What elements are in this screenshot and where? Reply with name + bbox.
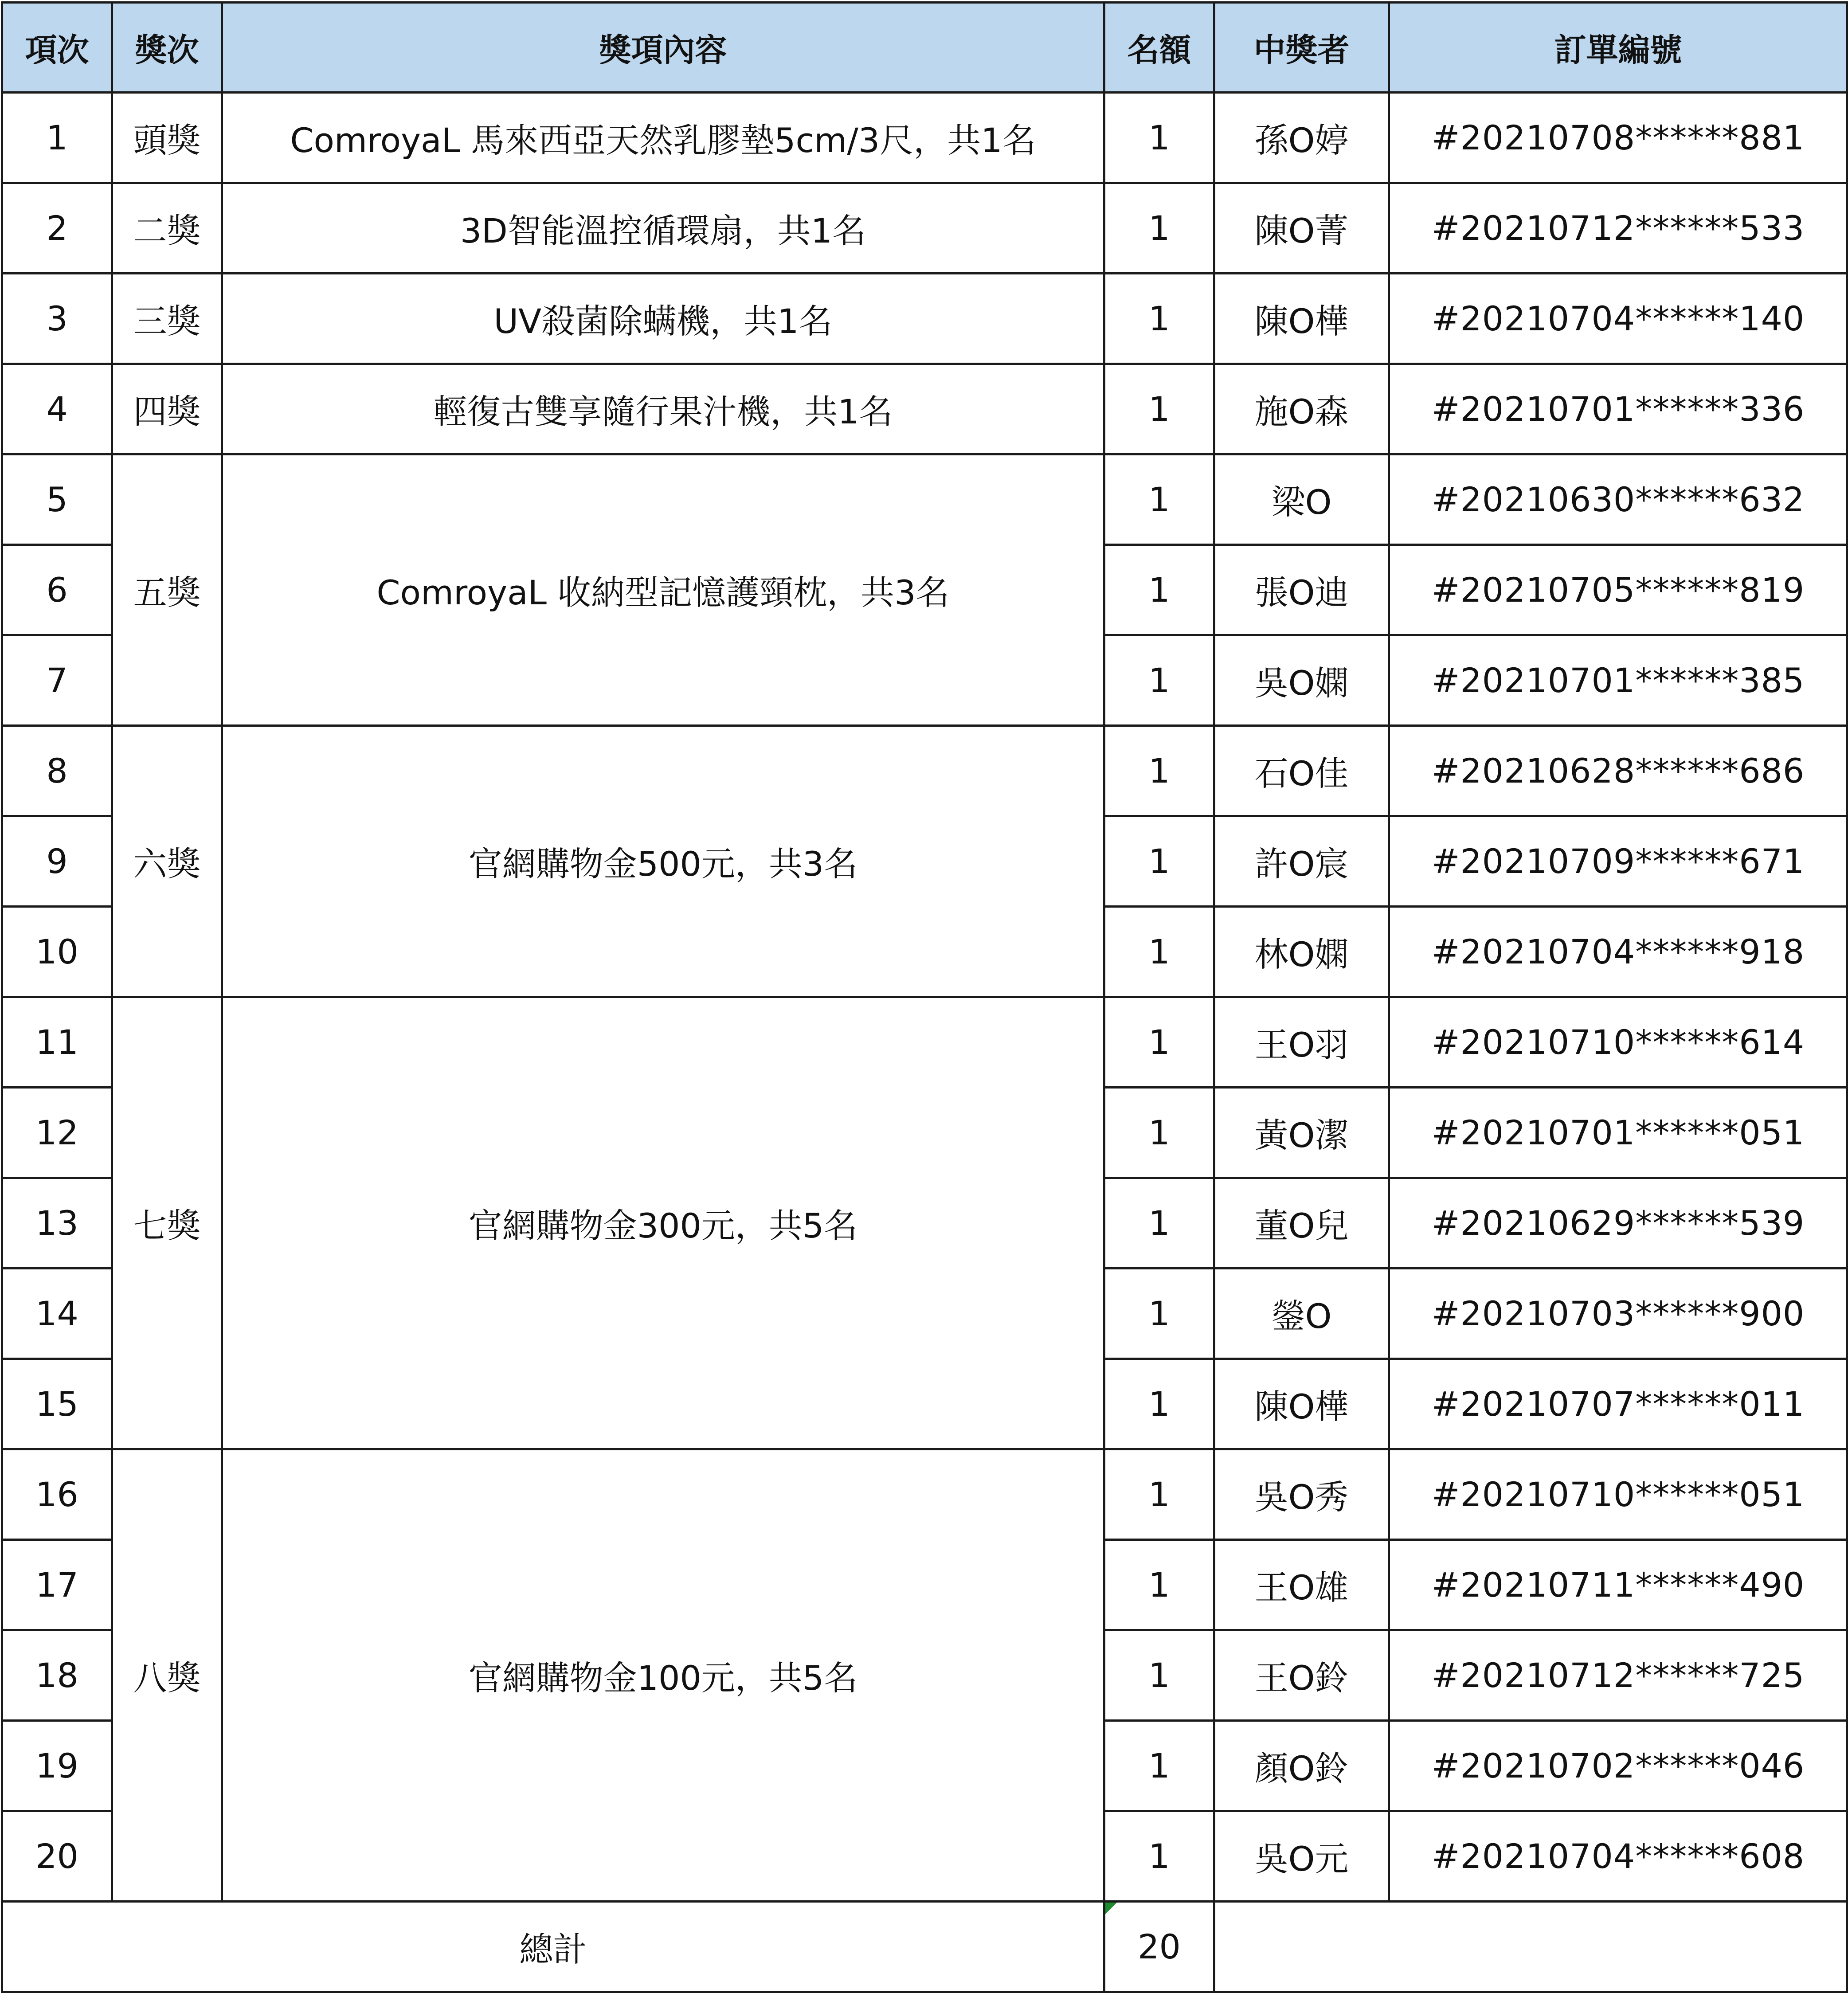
order-number: #20210630******632 xyxy=(1389,454,1848,545)
total-quota-cell xyxy=(1104,1902,1214,1992)
quota: 1 xyxy=(1104,1540,1214,1630)
prize-rank: 八獎 xyxy=(112,1449,222,1902)
order-number: #20210710******051 xyxy=(1389,1449,1848,1540)
order-number: #20210707******011 xyxy=(1389,1359,1848,1449)
table-row xyxy=(2,364,1848,454)
header-quota: 名額 xyxy=(1104,3,1214,93)
winner-name: 王O羽 xyxy=(1214,997,1389,1088)
winner-name: 許O宸 xyxy=(1214,816,1389,907)
quota: 1 xyxy=(1104,1630,1214,1721)
quota: 1 xyxy=(1104,545,1214,635)
quota: 1 xyxy=(1104,907,1214,997)
order-number: #20210628******686 xyxy=(1389,726,1848,816)
header-order: 訂單編號 xyxy=(1389,3,1848,93)
winner-name: 梁O xyxy=(1214,454,1389,545)
header-row xyxy=(2,3,1848,93)
order-number: #20210712******533 xyxy=(1389,183,1848,274)
prize-rank: 頭獎 xyxy=(112,93,222,183)
item-number: 20 xyxy=(2,1811,112,1902)
prize-rank: 三獎 xyxy=(112,274,222,364)
total-value: 20 xyxy=(1138,1927,1181,1966)
prize-content: ComroyaL 收納型記憶護頸枕，共3名 xyxy=(222,454,1104,726)
order-number: #20210712******725 xyxy=(1389,1630,1848,1721)
quota: 1 xyxy=(1104,1088,1214,1178)
winner-name: 鎣O xyxy=(1214,1269,1389,1359)
winner-name: 陳O菁 xyxy=(1214,183,1389,274)
total-empty-cell xyxy=(1214,1902,1848,1992)
item-number: 9 xyxy=(2,816,112,907)
table-row xyxy=(2,93,1848,183)
order-number: #20210704******918 xyxy=(1389,907,1848,997)
item-number: 17 xyxy=(2,1540,112,1630)
table-row xyxy=(2,454,1848,545)
order-number: #20210708******881 xyxy=(1389,93,1848,183)
total-row xyxy=(2,1902,1848,1992)
item-number: 4 xyxy=(2,364,112,454)
table-row xyxy=(2,1449,1848,1540)
item-number: 19 xyxy=(2,1721,112,1811)
order-number: #20210709******671 xyxy=(1389,816,1848,907)
quota: 1 xyxy=(1104,183,1214,274)
quota: 1 xyxy=(1104,454,1214,545)
header-content: 獎項內容 xyxy=(222,3,1104,93)
item-number: 14 xyxy=(2,1269,112,1359)
winner-name: 陳O樺 xyxy=(1214,274,1389,364)
quota: 1 xyxy=(1104,816,1214,907)
winner-name: 吳O秀 xyxy=(1214,1449,1389,1540)
item-number: 2 xyxy=(2,183,112,274)
winner-name: 王O鈴 xyxy=(1214,1630,1389,1721)
order-number: #20210711******490 xyxy=(1389,1540,1848,1630)
quota: 1 xyxy=(1104,1359,1214,1449)
winner-name: 施O森 xyxy=(1214,364,1389,454)
quota: 1 xyxy=(1104,1721,1214,1811)
winner-name: 林O嫻 xyxy=(1214,907,1389,997)
item-number: 10 xyxy=(2,907,112,997)
table-row xyxy=(2,997,1848,1088)
order-number: #20210704******608 xyxy=(1389,1811,1848,1902)
prize-content: UV殺菌除螨機，共1名 xyxy=(222,274,1104,364)
quota: 1 xyxy=(1104,1811,1214,1902)
prize-rank: 二獎 xyxy=(112,183,222,274)
winner-name: 張O迪 xyxy=(1214,545,1389,635)
item-number: 12 xyxy=(2,1088,112,1178)
prize-winners-table xyxy=(1,1,1848,1993)
winner-name: 吳O嫻 xyxy=(1214,635,1389,726)
total-label: 總計 xyxy=(2,1902,1104,1992)
quota: 1 xyxy=(1104,997,1214,1088)
prize-rank: 七獎 xyxy=(112,997,222,1449)
order-number: #20210705******819 xyxy=(1389,545,1848,635)
prize-content: 3D智能溫控循環扇，共1名 xyxy=(222,183,1104,274)
prize-content: ComroyaL 馬來西亞天然乳膠墊5cm/3尺，共1名 xyxy=(222,93,1104,183)
winner-name: 陳O樺 xyxy=(1214,1359,1389,1449)
prize-content: 官網購物金100元，共5名 xyxy=(222,1449,1104,1902)
prize-content: 官網購物金300元，共5名 xyxy=(222,997,1104,1449)
winner-name: 石O佳 xyxy=(1214,726,1389,816)
item-number: 18 xyxy=(2,1630,112,1721)
item-number: 1 xyxy=(2,93,112,183)
order-number: #20210710******614 xyxy=(1389,997,1848,1088)
prize-rank: 六獎 xyxy=(112,726,222,997)
table-row xyxy=(2,274,1848,364)
prize-rank: 五獎 xyxy=(112,454,222,726)
header-winner: 中獎者 xyxy=(1214,3,1389,93)
quota: 1 xyxy=(1104,1269,1214,1359)
header-rank: 獎次 xyxy=(112,3,222,93)
prize-rank: 四獎 xyxy=(112,364,222,454)
prize-content: 輕復古雙享隨行果汁機，共1名 xyxy=(222,364,1104,454)
item-number: 6 xyxy=(2,545,112,635)
table-row xyxy=(2,183,1848,274)
winner-name: 黃O潔 xyxy=(1214,1088,1389,1178)
item-number: 3 xyxy=(2,274,112,364)
quota: 1 xyxy=(1104,1178,1214,1269)
winner-name: 王O雄 xyxy=(1214,1540,1389,1630)
item-number: 15 xyxy=(2,1359,112,1449)
quota: 1 xyxy=(1104,635,1214,726)
item-number: 13 xyxy=(2,1178,112,1269)
order-number: #20210701******385 xyxy=(1389,635,1848,726)
order-number: #20210703******900 xyxy=(1389,1269,1848,1359)
order-number: #20210702******046 xyxy=(1389,1721,1848,1811)
item-number: 5 xyxy=(2,454,112,545)
prize-content: 官網購物金500元，共3名 xyxy=(222,726,1104,997)
quota: 1 xyxy=(1104,726,1214,816)
quota: 1 xyxy=(1104,1449,1214,1540)
order-number: #20210701******336 xyxy=(1389,364,1848,454)
cell-comment-marker-icon xyxy=(1105,1903,1117,1914)
order-number: #20210629******539 xyxy=(1389,1178,1848,1269)
winner-name: 董O兒 xyxy=(1214,1178,1389,1269)
quota: 1 xyxy=(1104,364,1214,454)
table-row xyxy=(2,726,1848,816)
order-number: #20210701******051 xyxy=(1389,1088,1848,1178)
winner-name: 顏O鈴 xyxy=(1214,1721,1389,1811)
header-item: 項次 xyxy=(2,3,112,93)
quota: 1 xyxy=(1104,274,1214,364)
order-number: #20210704******140 xyxy=(1389,274,1848,364)
winner-name: 孫O婷 xyxy=(1214,93,1389,183)
item-number: 7 xyxy=(2,635,112,726)
quota: 1 xyxy=(1104,93,1214,183)
item-number: 16 xyxy=(2,1449,112,1540)
winner-name: 吳O元 xyxy=(1214,1811,1389,1902)
item-number: 8 xyxy=(2,726,112,816)
item-number: 11 xyxy=(2,997,112,1088)
